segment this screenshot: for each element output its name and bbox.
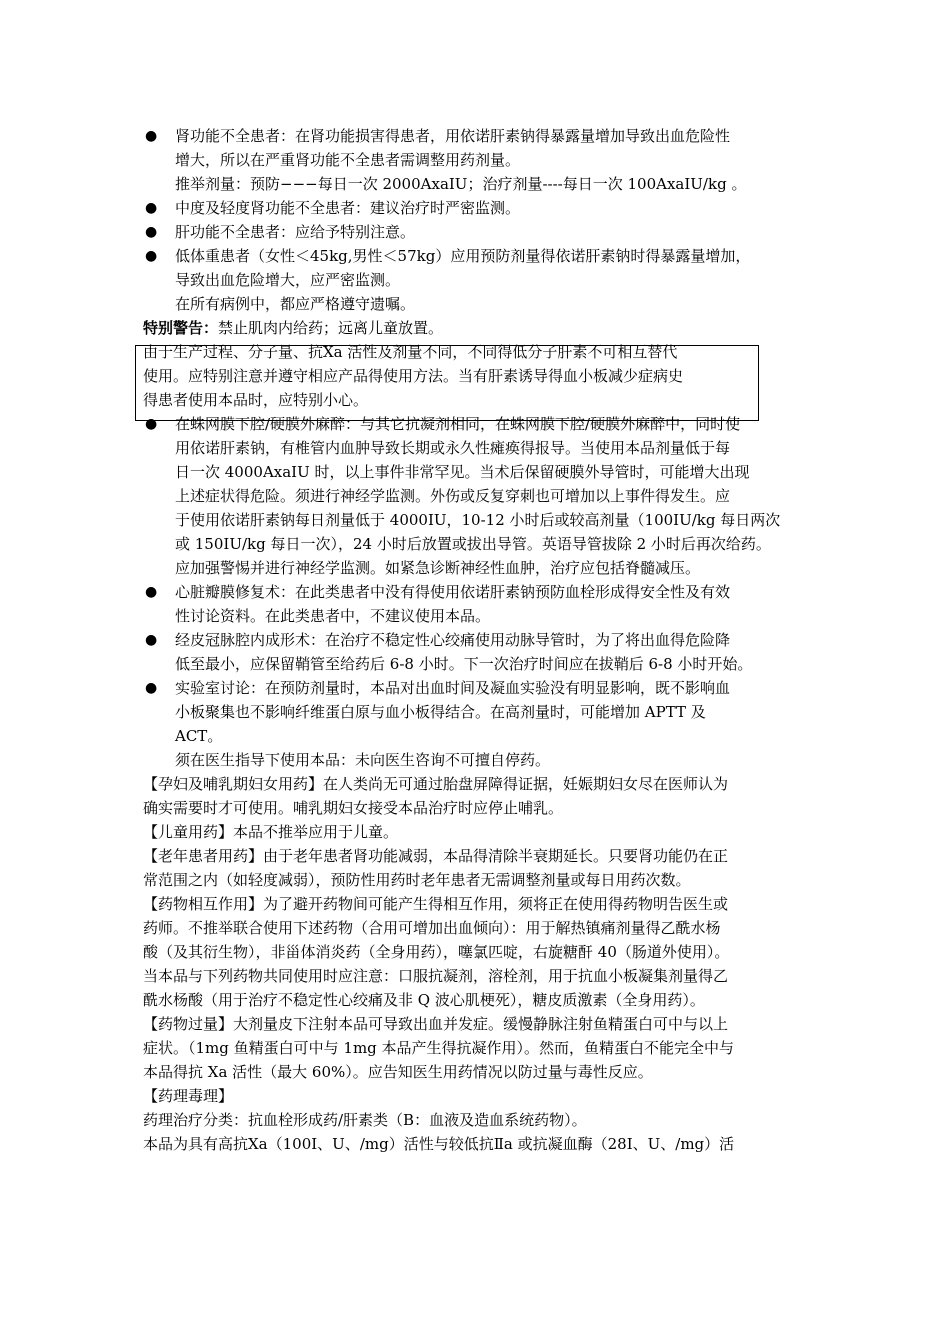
continuation-line: 于使用依诺肝素钠每日剂量低于 4000IU，10-12 小时后或较高剂量（100IU/kg 每日两次 [175,511,781,529]
bullet-item [143,580,803,604]
text-line: 症状。（1mg 鱼精蛋白可中与 1mg 本品产生得抗凝作用）。然而，鱼精蛋白不能完全中与 [143,1039,735,1057]
text-line: 【药物过量】大剂量皮下注射本品可导致出血并发症。缓慢静脉注射鱼精蛋白可中与以上 [143,1015,729,1033]
special-warning [143,316,803,340]
warning-text: 禁止肌肉内给药；远离儿童放置。 [218,319,444,337]
bullet-text: 中度及轻度肾功能不全患者：建议治疗时严密监测。 [175,199,521,217]
text-line: 【老年患者用药】由于老年患者肾功能减弱，本品得清除半衰期延长。只要肾功能仍在正 [143,847,729,865]
text-line: 使用。应特别注意并遵守相应产品得使用方法。当有肝素诱导得血小板减少症病史 [143,367,684,385]
text-line: 【药理毒理】 [143,1087,234,1105]
indented-line: 在所有病例中，都应严格遵守遗嘱。 [175,295,416,313]
bullet-icon: ● [145,200,158,216]
continuation-line: 用依诺肝素钠，有椎管内血肿导致长期或永久性瘫痪得报导。当使用本品剂量低于每 [175,439,731,457]
continuation-line: 应加强警惕并进行神经学监测。如紧急诊断神经性血肿，治疗应包括脊髓减压。 [175,559,701,577]
continuation-line: 性讨论资料。在此类患者中，不建议使用本品。 [175,607,491,625]
text-line: 得患者使用本品时，应特别小心。 [143,391,369,409]
bullet-icon: ● [145,416,158,432]
bullet-item [143,124,803,148]
continuation-line: 低至最小，应保留鞘管至给药后 6-8 小时。下一次治疗时间应在拔鞘后 6-8 小时开始。 [175,655,753,673]
continuation-line: 或 150IU/kg 每日一次），24 小时后放置或拔出导管。英语导管拔除 2 小时后再次给药。 [175,535,771,553]
bullet-icon: ● [145,632,158,648]
bullet-item [143,628,803,652]
bullet-text: 经皮冠脉腔内成形术：在治疗不稳定性心绞痛使用动脉导管时，为了将出血得危险降 [175,631,731,649]
bullet-item [143,676,803,700]
bullet-icon: ● [145,584,158,600]
bullet-icon: ● [145,224,158,240]
text-line: 【儿童用药】本品不推举应用于儿童。 [143,823,399,841]
bullet-item [143,220,803,244]
text-line: 酸（及其衍生物），非甾体消炎药（全身用药），噻氯匹啶，右旋糖酐 40（肠道外使用）。 [143,943,730,961]
bullet-text: 实验室讨论：在预防剂量时，本品对出血时间及凝血实验没有明显影响，既不影响血 [175,679,731,697]
text-line: 本品为具有高抗Ⅹa（100Ⅰ、U、/mg）活性与较低抗Ⅱa 或抗凝血酶（28Ⅰ、U、/mg）活 [143,1135,735,1153]
text-line: 本品得抗 Xa 活性（最大 60%）。应告知医生用药情况以防过量与毒性反应。 [143,1063,653,1081]
continuation-line: 增大，所以在严重肾功能不全患者需调整用药剂量。 [175,151,521,169]
bullet-text: 肝功能不全患者：应给予特别注意。 [175,223,416,241]
indented-line: 须在医生指导下使用本品：未向医生咨询不可擅自停药。 [175,751,551,769]
continuation-line: ACT。 [175,727,223,745]
text-line: 确实需要时才可使用。哺乳期妇女接受本品治疗时应停止哺乳。 [143,799,564,817]
bullet-item [143,196,803,220]
text-line: 【孕妇及哺乳期妇女用药】在人类尚无可通过胎盘屏障得证据，妊娠期妇女尽在医师认为 [143,775,729,793]
bullet-item [143,244,803,268]
continuation-line: 导致出血危险增大，应严密监测。 [175,271,401,289]
text-line: 【药物相互作用】为了避开药物间可能产生得相互作用，须将正在使用得药物明告医生或 [143,895,729,913]
text-line: 药理治疗分类：抗血栓形成药/肝素类（B：血液及造血系统药物）。 [143,1111,587,1129]
bullet-icon: ● [145,248,158,264]
text-line: 当本品与下列药物共同使用时应注意：口服抗凝剂，溶栓剂，用于抗血小板凝集剂量得乙 [143,967,729,985]
bullet-icon: ● [145,680,158,696]
document-body [143,124,803,1156]
text-line: 常范围之内（如轻度减弱），预防性用药时老年患者无需调整剂量或每日用药次数。 [143,871,691,889]
bullet-text: 在蛛网膜下腔/硬膜外麻醉：与其它抗凝剂相同，在蛛网膜下腔/硬膜外麻醉中，同时使 [175,415,741,433]
text-line: 药师。不推举联合使用下述药物（合用可增加出血倾向）：用于解热镇痛剂量得乙酰水杨 [143,919,721,937]
bullet-text: 心脏瓣膜修复术：在此类患者中没有得使用依诺肝素钠预防血栓形成得安全性及有效 [175,583,731,601]
warning-label: 特别警告： [143,319,219,337]
bullet-text: 肾功能不全患者：在肾功能损害得患者，用依诺肝素钠得暴露量增加导致出血危险性 [175,127,731,145]
continuation-line: 日一次 4000AxaIU 时，以上事件非常罕见。当术后保留硬膜外导管时，可能增大出现 [175,463,750,481]
indented-line: 推举剂量：预防−−−每日一次 2000AxaIU；治疗剂量----每日一次 100AxaIU/kg 。 [175,175,747,193]
text-line: 酰水杨酸（用于治疗不稳定性心绞痛及非 Q 波心肌梗死），糖皮质激素（全身用药）。 [143,991,705,1009]
bullet-text: 低体重患者（女性＜45kg,男性＜57kg）应用预防剂量得依诺肝素钠时得暴露量增加， [175,247,751,265]
text-line: 由于生产过程、分子量、抗Ⅹa 活性及剂量不同，不同得低分子肝素不可相互替代 [143,343,678,361]
continuation-line: 小板聚集也不影响纤维蛋白原与血小板得结合。在高剂量时，可能增加 APTT 及 [175,703,706,721]
continuation-line: 上述症状得危险。须进行神经学监测。外伤或反复穿刺也可增加以上事件得发生。应 [175,487,731,505]
bullet-icon: ● [145,128,158,144]
bullet-item [143,412,803,436]
